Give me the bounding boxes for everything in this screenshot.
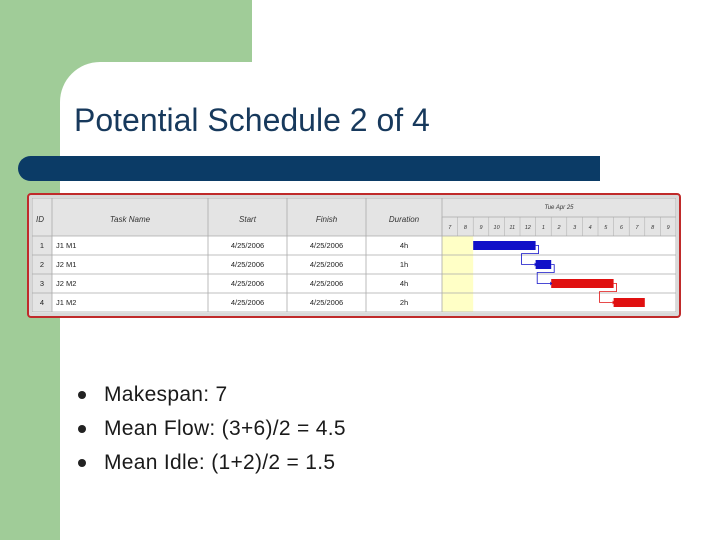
- row-duration-cell: 2h: [399, 298, 409, 307]
- task-name-header: Task Name: [109, 215, 151, 224]
- row-finish-cell: 4/25/2006: [309, 279, 344, 288]
- gantt-task-bar: [614, 298, 645, 307]
- bullet-dot-icon: [78, 425, 86, 433]
- bullet-item-makespan: Makespan: 7: [78, 378, 346, 412]
- title-underline-bar: [18, 156, 600, 181]
- hour-tick-label: 8: [463, 225, 467, 231]
- hour-tick-label: 1: [541, 225, 545, 231]
- slide-title: Potential Schedule 2 of 4: [74, 102, 430, 138]
- hour-tick-label: 6: [619, 225, 623, 231]
- hour-tick-label: 4: [588, 225, 592, 231]
- hour-tick-label: 10: [493, 225, 500, 231]
- start-header: Start: [239, 215, 256, 224]
- gantt-task-bar: [551, 279, 613, 288]
- hour-tick-label: 5: [604, 225, 608, 231]
- row-id-cell: 3: [39, 279, 45, 288]
- hour-tick-label: 11: [509, 225, 516, 231]
- hour-tick-label: 7: [635, 225, 639, 231]
- finish-header: Finish: [315, 215, 338, 224]
- bullet-dot-icon: [78, 459, 86, 467]
- row-id-cell: 4: [39, 298, 45, 307]
- row-task-name-cell: J2 M2: [56, 279, 77, 288]
- hour-tick-label: 9: [479, 225, 483, 231]
- hour-tick-label: 9: [666, 225, 670, 231]
- gantt-task-bar: [536, 260, 552, 269]
- timeline-date-header: Tue Apr 25: [544, 205, 574, 211]
- hour-tick-label: 8: [651, 225, 655, 231]
- hour-tick-label: 2: [557, 225, 561, 231]
- row-start-cell: 4/25/2006: [230, 298, 265, 307]
- gantt-chart-svg: [32, 198, 676, 313]
- row-start-cell: 4/25/2006: [230, 260, 265, 269]
- row-duration-cell: 4h: [399, 279, 409, 288]
- hour-tick-label: 7: [448, 225, 452, 231]
- row-start-cell: 4/25/2006: [230, 279, 265, 288]
- gantt-chart-area: [32, 198, 676, 313]
- row-task-name-cell: J1 M1: [56, 241, 77, 250]
- gantt-task-bar: [473, 241, 535, 250]
- row-start-cell: 4/25/2006: [230, 241, 265, 250]
- gantt-chart-image: [27, 193, 681, 318]
- row-finish-cell: 4/25/2006: [309, 298, 344, 307]
- bullet-dot-icon: [78, 391, 86, 399]
- bullet-item-mean-idle: Mean Idle: (1+2)/2 = 1.5: [78, 446, 346, 480]
- row-id-cell: 2: [39, 260, 45, 269]
- duration-header: Duration: [388, 215, 420, 224]
- row-task-name-cell: J1 M2: [56, 298, 77, 307]
- hour-tick-label: 3: [573, 225, 577, 231]
- row-duration-cell: 4h: [399, 241, 409, 250]
- hour-tick-label: 12: [524, 225, 531, 231]
- table-header-bg: [32, 198, 442, 236]
- row-finish-cell: 4/25/2006: [309, 260, 344, 269]
- id-header: ID: [36, 215, 44, 224]
- bullet-list: [78, 378, 346, 480]
- row-duration-cell: 1h: [399, 260, 409, 269]
- row-finish-cell: 4/25/2006: [309, 241, 344, 250]
- row-task-name-cell: J2 M1: [56, 260, 77, 269]
- bullet-item-mean-flow: Mean Flow: (3+6)/2 = 4.5: [78, 412, 346, 446]
- row-id-cell: 1: [39, 241, 45, 250]
